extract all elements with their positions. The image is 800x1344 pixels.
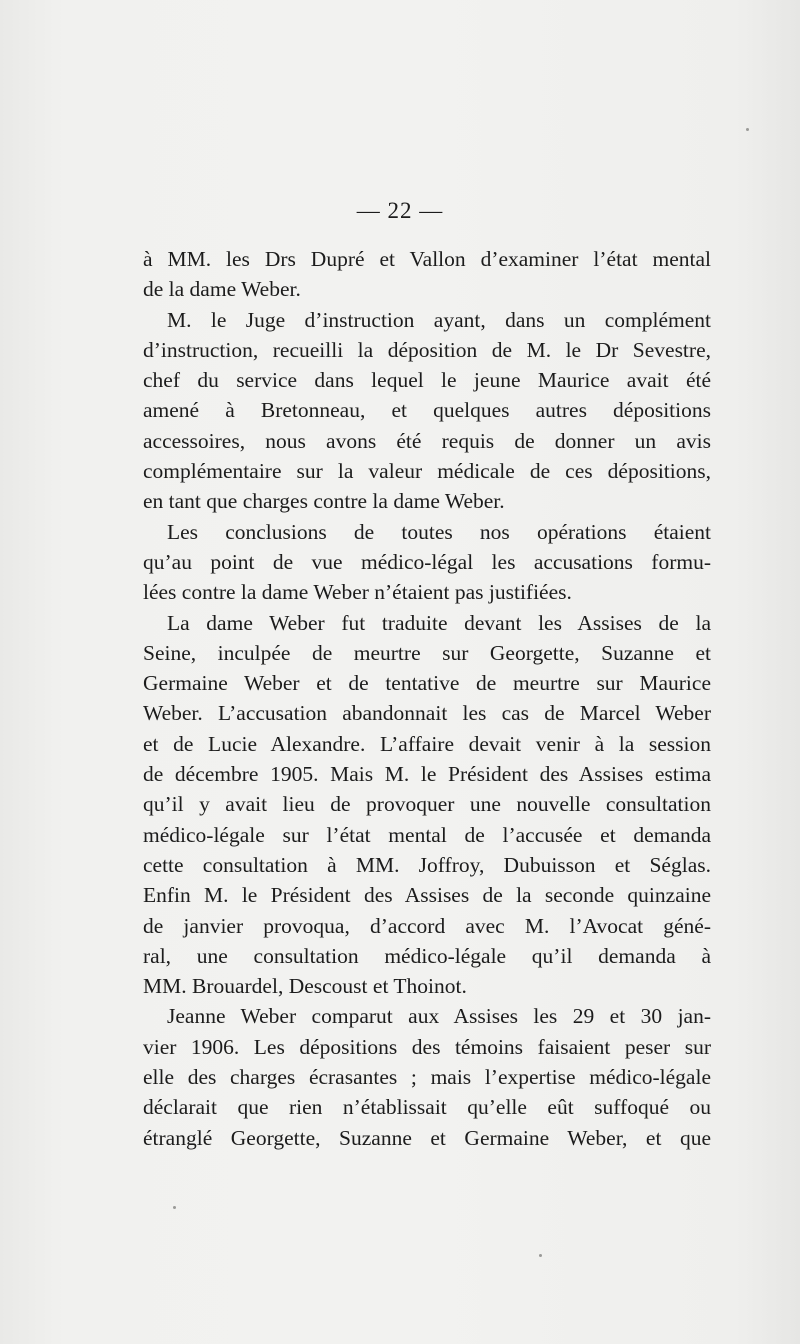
- text-line: à MM. les Drs Dupré et Vallon d’examiner l’état mental: [143, 247, 711, 271]
- text-line: et de Lucie Alexandre. L’affaire devait venir à la session: [143, 731, 711, 756]
- text-line: Germaine Weber et de tentative de meurtre sur Maurice: [143, 671, 711, 696]
- text-line: chef du service dans lequel le jeune Maurice avait été: [143, 368, 711, 393]
- text-line: accessoires, nous avons été requis de donner un avis: [143, 428, 711, 453]
- text-line: cette consultation à MM. Joffroy, Dubuisson et Séglas.: [143, 852, 711, 877]
- text-line: qu’au point de vue médico-légal les accusations formu-: [143, 549, 711, 574]
- page-number: — 22 —: [356, 198, 444, 223]
- text-line: Jeanne Weber comparut aux Assises les 29 et 30 jan-: [167, 1004, 711, 1029]
- text-line: La dame Weber fut traduite devant les Assises de la: [167, 610, 711, 635]
- page-speck: [173, 1206, 176, 1209]
- text-line: déclarait que rien n’établissait qu’elle eût suffoqué ou: [143, 1095, 711, 1120]
- text-line: Seine, inculpée de meurtre sur Georgette, Suzanne et: [143, 640, 711, 665]
- text-line: M. le Juge d’instruction ayant, dans un complément: [167, 307, 711, 332]
- text-line: ral, une consultation médico-légale qu’il demanda à: [143, 943, 711, 968]
- text-line: en tant que charges contre la dame Weber.: [143, 489, 505, 514]
- text-line: de la dame Weber.: [143, 277, 301, 302]
- text-line: complémentaire sur la valeur médicale de ces dépositions,: [143, 459, 711, 484]
- text-line: de janvier provoqua, d’accord avec M. l’Avocat géné-: [143, 913, 711, 938]
- text-line: médico-légale sur l’état mental de l’accusée et demanda: [143, 822, 711, 847]
- page-speck: [746, 128, 749, 131]
- text-line: amené à Bretonneau, et quelques autres dépositions: [143, 398, 711, 423]
- text-line: lées contre la dame Weber n’étaient pas justifiées.: [143, 580, 572, 605]
- text-line: Les conclusions de toutes nos opérations étaient: [167, 519, 711, 544]
- body-text: [143, 244, 711, 1153]
- text-line: d’instruction, recueilli la déposition de M. le Dr Sevestre,: [143, 337, 711, 362]
- text-line: de décembre 1905. Mais M. le Président des Assises estima: [143, 762, 711, 787]
- text-line: elle des charges écrasantes ; mais l’expertise médico-légale: [143, 1065, 711, 1090]
- text-line: MM. Brouardel, Descoust et Thoinot.: [143, 974, 467, 999]
- text-line: Enfin M. le Président des Assises de la seconde quinzaine: [143, 883, 711, 908]
- text-line: vier 1906. Les dépositions des témoins faisaient peser sur: [143, 1034, 711, 1059]
- text-line: Weber. L’accusation abandonnait les cas de Marcel Weber: [143, 701, 711, 726]
- page-speck: [539, 1254, 542, 1257]
- text-line: étranglé Georgette, Suzanne et Germaine Weber, et que: [143, 1125, 711, 1150]
- text-line: qu’il y avait lieu de provoquer une nouvelle consultation: [143, 792, 711, 817]
